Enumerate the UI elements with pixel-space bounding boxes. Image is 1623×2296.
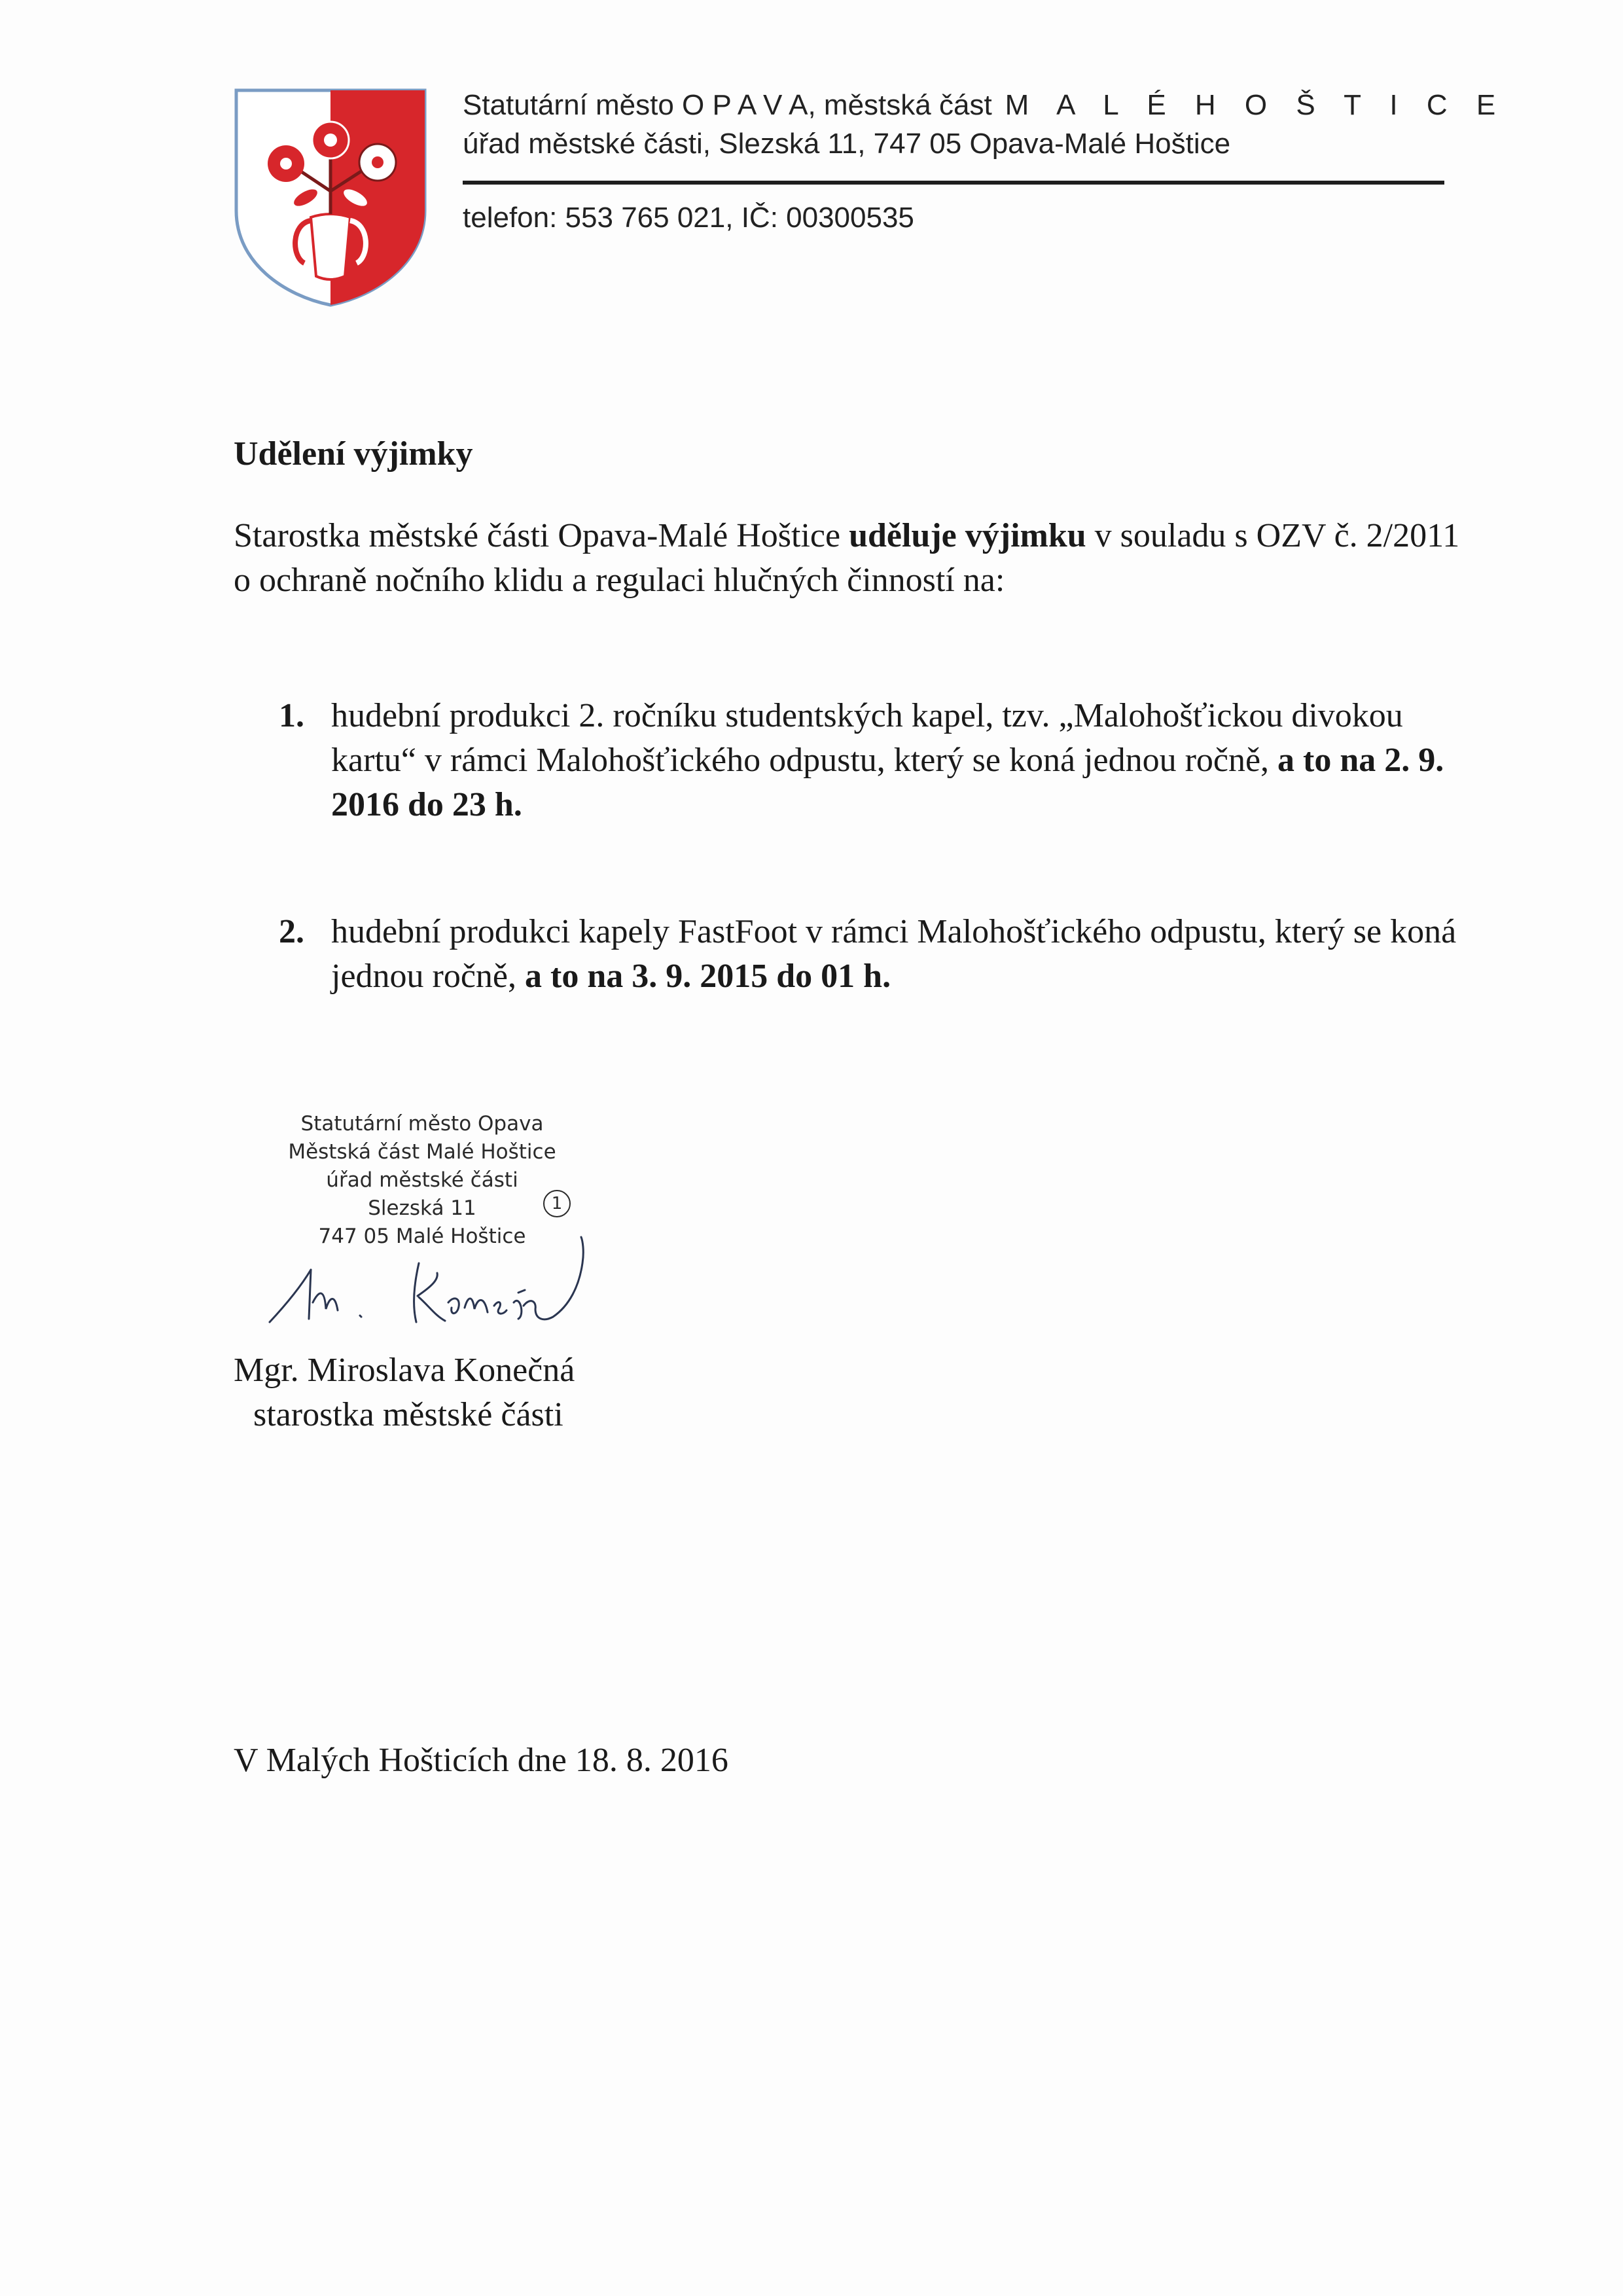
signer-role: starostka městské části [253,1396,563,1433]
intro-text-start: Starostka městské části Opava-Malé Hoštice [234,517,849,554]
document-title: Udělení výjimky [234,435,473,473]
list-item-bold: a to na 2. 9. 2016 do 23 h. [331,742,1444,823]
letterhead-city: Statutární město O P A V A, městská část [463,89,992,121]
handwritten-signature [262,1224,628,1355]
stamp-number-mark: 1 [543,1190,571,1217]
intro-paragraph [234,514,1464,603]
letterhead-district: M A L É H O Š T I C E [1005,89,1507,121]
signer-name: Mgr. Miroslava Konečná [234,1352,575,1389]
list-item-text [331,910,1470,999]
stamp-line: úřad městské části [326,1168,518,1192]
list-item [279,910,1470,999]
signer-block [234,1348,575,1437]
list-item-number: 1. [279,697,304,734]
stamp-line: Statutární město Opava [300,1112,544,1136]
list-item [279,694,1470,827]
letterhead-address: úřad městské části, Slezská 11, 747 05 Opava-Malé Hoštice [463,128,1231,160]
list-item-body: hudební produkci 2. ročníku studentských kapel, tzv. „Malohošťickou divokou kartu“ v rámci Malohošťického odpustu, který se koná jednou ročně, [331,697,1403,779]
intro-text-end: v souladu s OZV č. 2/2011 o ochraně nočního klidu a regulaci hlučných činností na: [234,517,1460,599]
stamp-line: 747 05 Malé Hoštice [318,1225,526,1248]
municipal-crest-icon [232,86,429,309]
intro-text-bold: uděluje výjimku [849,517,1086,554]
date-line: V Malých Hošticích dne 18. 8. 2016 [234,1742,728,1779]
list-item-bold: a to na 3. 9. 2015 do 01 h. [525,958,891,995]
list-item-number: 2. [279,913,304,950]
letterhead-rule [463,181,1444,185]
stamp-line: Městská část Malé Hoštice [288,1140,556,1164]
list-item-text [331,694,1470,827]
stamp-line: Slezská 11 [368,1196,476,1220]
letterhead-phone: telefon: 553 765 021, IČ: 00300535 [463,202,914,234]
list-item-body: hudební produkci kapely FastFoot v rámci Malohošťického odpustu, který se koná jednou ročně, [331,913,1457,995]
letterhead-line-1 [463,89,1506,122]
